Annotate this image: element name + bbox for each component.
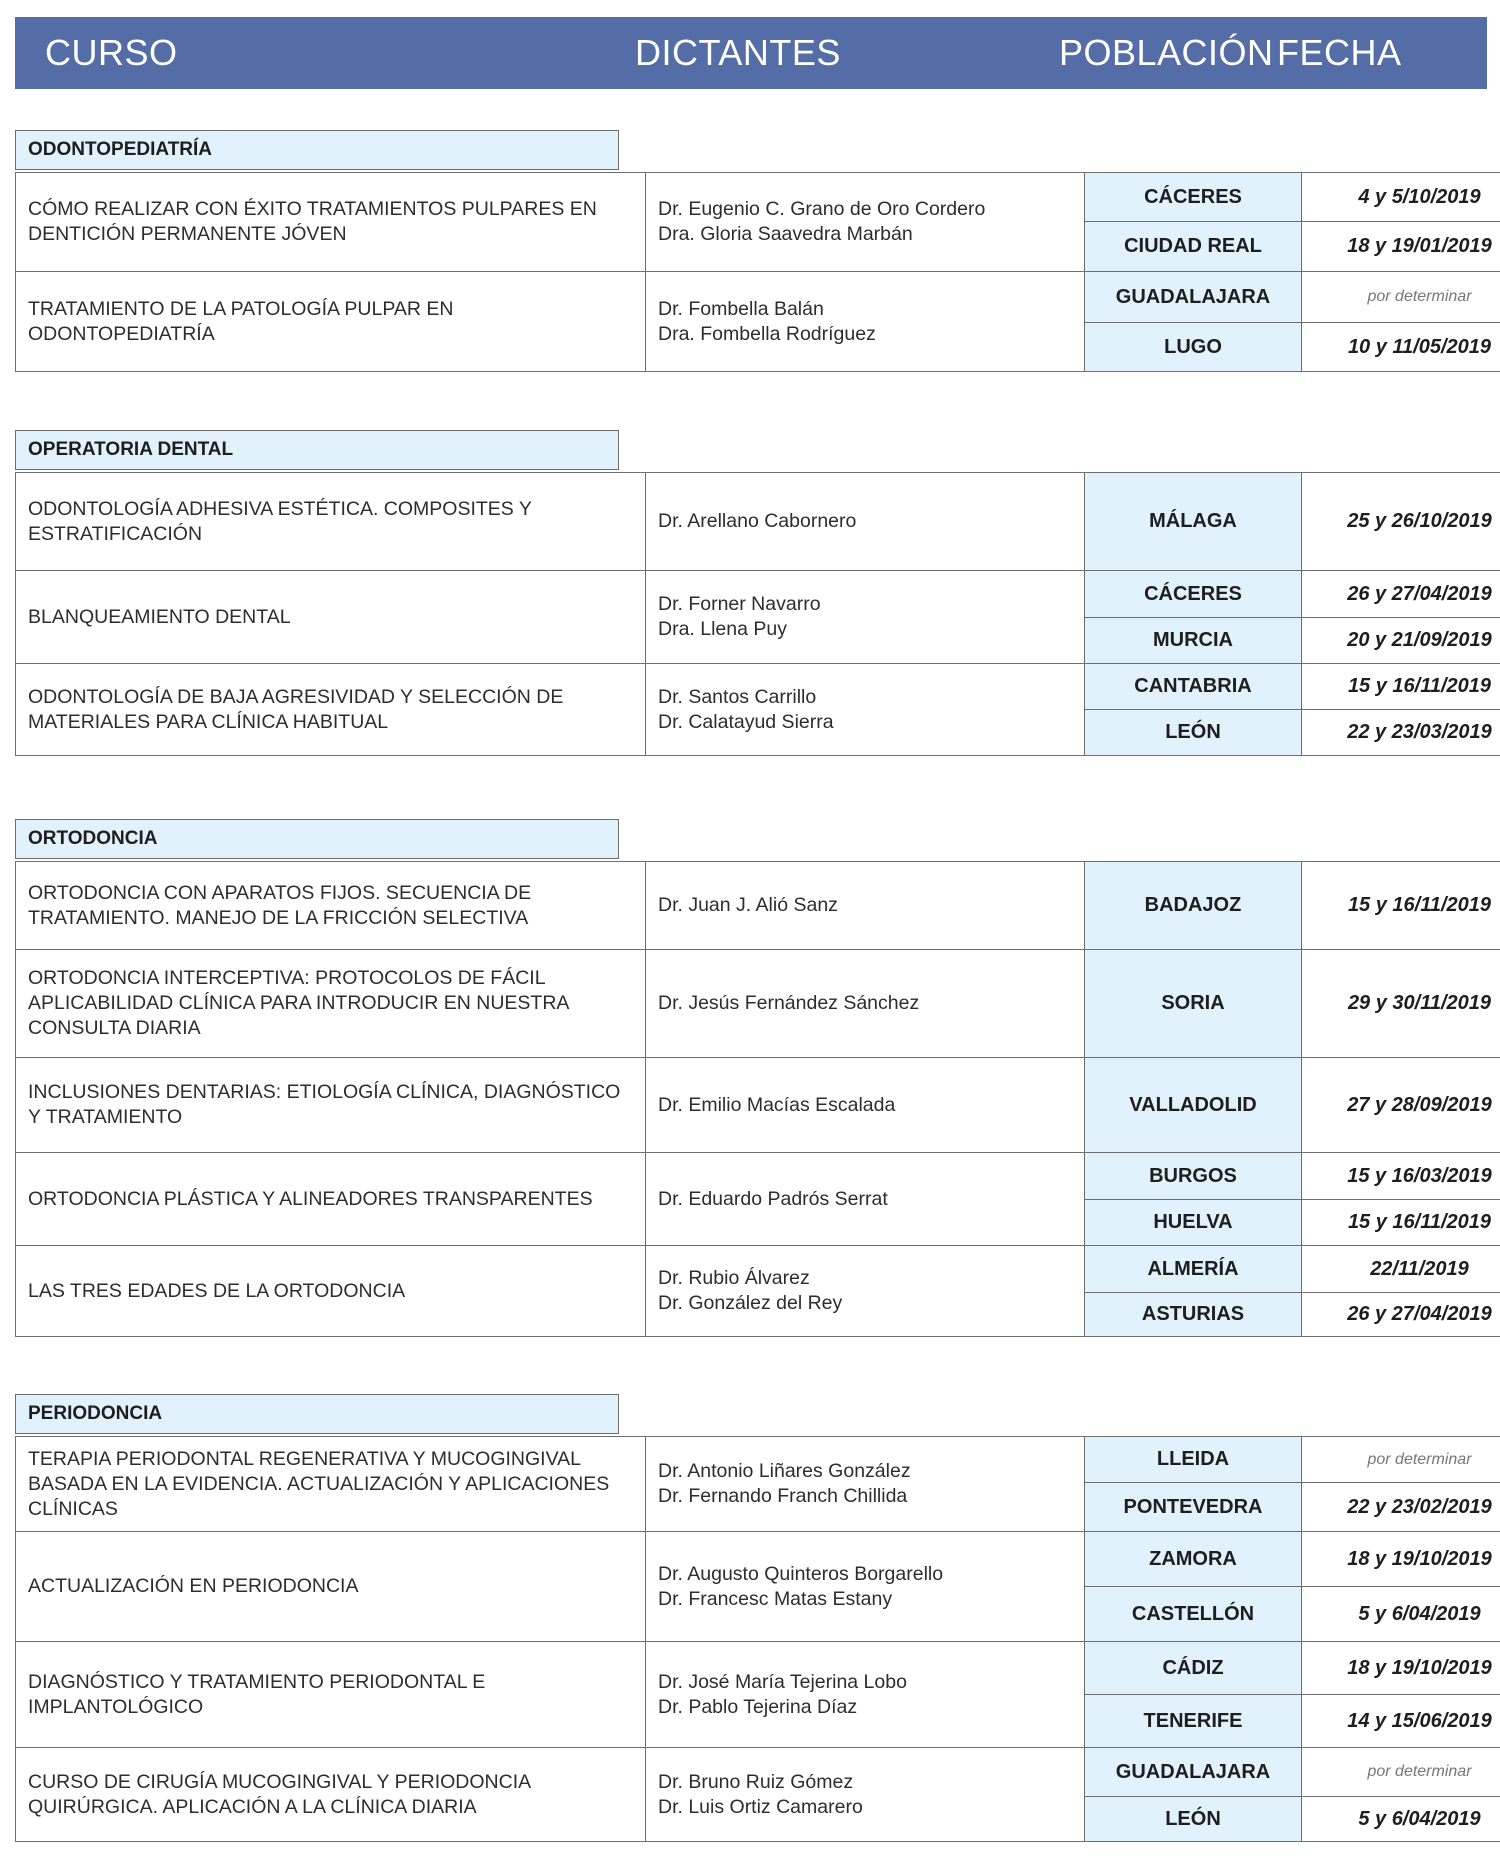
course-title-line: Y TRATAMIENTO <box>28 1106 183 1128</box>
date-cell: por determinar <box>1302 272 1500 323</box>
speaker-name: Dr. Francesc Matas Estany <box>658 1587 893 1610</box>
speakers-cell <box>646 1246 1085 1337</box>
course-title-line: LAS TRES EDADES DE LA ORTODONCIA <box>28 1279 406 1302</box>
speaker-name: Dr. Jesús Fernández Sánchez <box>658 992 920 1014</box>
speaker-name: Dr. Emilio Macías Escalada <box>658 1093 896 1116</box>
location-cell: ASTURIAS <box>1085 1293 1302 1337</box>
course-title-cell <box>16 1532 646 1642</box>
section-title: ORTODONCIA <box>15 819 619 859</box>
date-cell: 22 y 23/02/2019 <box>1302 1483 1500 1532</box>
speaker-name: Dra. Gloria Saavedra Marbán <box>658 223 913 245</box>
table-row <box>16 1058 1500 1153</box>
speaker-name: Dr. Fernando Franch Chillida <box>658 1485 908 1507</box>
date-cell: 26 y 27/04/2019 <box>1302 571 1500 618</box>
location-cell: VALLADOLID <box>1085 1058 1302 1153</box>
date-cell: 18 y 19/10/2019 <box>1302 1532 1500 1587</box>
speaker-name: Dr. Bruno Ruiz Gómez <box>658 1770 854 1793</box>
date-cell: 5 y 6/04/2019 <box>1302 1797 1500 1842</box>
location-cell: MÁLAGA <box>1085 473 1302 571</box>
location-cell: SORIA <box>1085 950 1302 1058</box>
table-row <box>16 1437 1500 1483</box>
speaker-name: Dr. González del Rey <box>658 1292 843 1314</box>
course-title-cell <box>16 1153 646 1246</box>
table-row <box>16 950 1500 1058</box>
location-cell: ALMERÍA <box>1085 1246 1302 1293</box>
speaker-name: Dra. Llena Puy <box>658 618 787 640</box>
speakers-cell <box>646 1058 1085 1153</box>
location-cell: BADAJOZ <box>1085 862 1302 950</box>
table-row <box>16 664 1500 710</box>
course-title-line: CURSO DE CIRUGÍA MUCOGINGIVAL Y PERIODONCIA <box>28 1770 532 1793</box>
location-cell: LEÓN <box>1085 710 1302 756</box>
course-title-line: TERAPIA PERIODONTAL REGENERATIVA Y MUCOGINGIVAL <box>28 1447 581 1470</box>
course-title-cell <box>16 473 646 571</box>
date-cell: 15 y 16/03/2019 <box>1302 1153 1500 1200</box>
course-title-line: DIAGNÓSTICO Y TRATAMIENTO PERIODONTAL E <box>28 1670 486 1693</box>
section-title: ODONTOPEDIATRÍA <box>15 130 619 170</box>
speaker-name: Dr. Antonio Liñares González <box>658 1460 911 1482</box>
course-title-line: TRATAMIENTO. MANEJO DE LA FRICCIÓN SELECTIVA <box>28 906 529 929</box>
speakers-cell <box>646 862 1085 950</box>
location-cell: CASTELLÓN <box>1085 1587 1302 1642</box>
section-table <box>15 861 1500 1337</box>
header-poblacion: POBLACIÓN <box>1059 32 1274 73</box>
table-row <box>16 272 1500 323</box>
speakers-cell <box>646 1437 1085 1532</box>
course-title-line: APLICABILIDAD CLÍNICA PARA INTRODUCIR EN NUESTRA <box>28 992 570 1014</box>
course-title-line: MATERIALES PARA CLÍNICA HABITUAL <box>28 710 389 733</box>
speakers-cell <box>646 1153 1085 1246</box>
location-cell: GUADALAJARA <box>1085 1748 1302 1797</box>
speaker-name: Dr. Eduardo Padrós Serrat <box>658 1187 888 1210</box>
location-cell: MURCIA <box>1085 618 1302 664</box>
date-cell: 26 y 27/04/2019 <box>1302 1293 1500 1337</box>
date-cell: 18 y 19/10/2019 <box>1302 1642 1500 1695</box>
header-dictantes: DICTANTES <box>635 32 841 73</box>
location-cell: CIUDAD REAL <box>1085 222 1302 272</box>
speaker-name: Dr. Fombella Balán <box>658 297 824 320</box>
date-cell: 5 y 6/04/2019 <box>1302 1587 1500 1642</box>
header-fecha: FECHA <box>1277 32 1402 73</box>
speakers-cell <box>646 950 1085 1058</box>
table-row <box>16 571 1500 618</box>
course-title-cell <box>16 571 646 664</box>
table-row <box>16 1532 1500 1587</box>
speakers-cell <box>646 473 1085 571</box>
speaker-name: Dr. Luis Ortiz Camarero <box>658 1795 863 1818</box>
location-cell: PONTEVEDRA <box>1085 1483 1302 1532</box>
speakers-cell <box>646 272 1085 372</box>
date-cell: 29 y 30/11/2019 <box>1302 950 1500 1058</box>
course-title-line: ODONTOLOGÍA ADHESIVA ESTÉTICA. COMPOSITES Y <box>28 497 532 520</box>
course-title-line: ODONTOLOGÍA DE BAJA AGRESIVIDAD Y SELECCIÓN DE <box>28 685 564 708</box>
table-row <box>16 473 1500 571</box>
course-title-line: CÓMO REALIZAR CON ÉXITO TRATAMIENTOS PULPARES EN <box>28 198 597 220</box>
header-curso: CURSO <box>45 32 178 73</box>
course-title-cell <box>16 272 646 372</box>
table-row <box>16 862 1500 950</box>
speaker-name: Dra. Fombella Rodríguez <box>658 322 876 345</box>
date-cell: por determinar <box>1302 1748 1500 1797</box>
course-title-cell <box>16 1058 646 1153</box>
course-title-cell <box>16 1437 646 1532</box>
speaker-name: Dr. Santos Carrillo <box>658 685 817 708</box>
speaker-name: Dr. Juan J. Alió Sanz <box>658 894 838 916</box>
course-title-cell <box>16 862 646 950</box>
course-title-line: ORTODONCIA INTERCEPTIVA: PROTOCOLOS DE FÁCIL <box>28 967 546 989</box>
speakers-cell <box>646 1748 1085 1842</box>
location-cell: HUELVA <box>1085 1200 1302 1246</box>
table-row <box>16 1246 1500 1293</box>
table-header-bar <box>15 17 1487 89</box>
course-title-line: CONSULTA DIARIA <box>28 1017 201 1039</box>
speaker-name: Dr. Eugenio C. Grano de Oro Cordero <box>658 198 986 220</box>
date-cell: 14 y 15/06/2019 <box>1302 1695 1500 1748</box>
speaker-name: Dr. Forner Navarro <box>658 593 821 615</box>
date-cell: 15 y 16/11/2019 <box>1302 862 1500 950</box>
date-cell: 22 y 23/03/2019 <box>1302 710 1500 756</box>
speaker-name: Dr. Rubio Álvarez <box>658 1267 810 1289</box>
date-cell: por determinar <box>1302 1437 1500 1483</box>
location-cell: ZAMORA <box>1085 1532 1302 1587</box>
table-row <box>16 1748 1500 1797</box>
date-cell: 25 y 26/10/2019 <box>1302 473 1500 571</box>
speaker-name: Dr. Calatayud Sierra <box>658 710 834 733</box>
date-cell: 27 y 28/09/2019 <box>1302 1058 1500 1153</box>
course-title-line: ORTODONCIA CON APARATOS FIJOS. SECUENCIA DE <box>28 881 532 904</box>
course-title-line: ORTODONCIA PLÁSTICA Y ALINEADORES TRANSPARENTES <box>28 1187 593 1210</box>
location-cell: TENERIFE <box>1085 1695 1302 1748</box>
course-title-line: QUIRÚRGICA. APLICACIÓN A LA CLÍNICA DIARIA <box>28 1795 477 1818</box>
table-row <box>16 1153 1500 1200</box>
section-title: OPERATORIA DENTAL <box>15 430 619 470</box>
course-title-line: CLÍNICAS <box>28 1497 118 1520</box>
location-cell: CÁCERES <box>1085 571 1302 618</box>
location-cell: GUADALAJARA <box>1085 272 1302 323</box>
location-cell: LEÓN <box>1085 1797 1302 1842</box>
course-title-line: TRATAMIENTO DE LA PATOLOGÍA PULPAR EN ODONTOPEDIATRÍA <box>28 297 454 345</box>
section-table <box>15 172 1500 372</box>
course-title-cell <box>16 1748 646 1842</box>
section-title: PERIODONCIA <box>15 1394 619 1434</box>
course-title-cell <box>16 1246 646 1337</box>
course-title-line: BASADA EN LA EVIDENCIA. ACTUALIZACIÓN Y APLICACIONES <box>28 1472 610 1495</box>
course-title-cell <box>16 173 646 272</box>
course-title-line: IMPLANTOLÓGICO <box>28 1695 204 1718</box>
speakers-cell <box>646 1532 1085 1642</box>
section-table <box>15 472 1500 756</box>
location-cell: CÁDIZ <box>1085 1642 1302 1695</box>
location-cell: CÁCERES <box>1085 173 1302 222</box>
course-title-cell <box>16 664 646 756</box>
speaker-name: Dr. José María Tejerina Lobo <box>658 1670 907 1693</box>
course-title-cell <box>16 950 646 1058</box>
date-cell: 4 y 5/10/2019 <box>1302 173 1500 222</box>
table-row <box>16 173 1500 222</box>
date-cell: 15 y 16/11/2019 <box>1302 1200 1500 1246</box>
speakers-cell <box>646 571 1085 664</box>
date-cell: 20 y 21/09/2019 <box>1302 618 1500 664</box>
course-title-line: ESTRATIFICACIÓN <box>28 522 203 545</box>
speaker-name: Dr. Pablo Tejerina Díaz <box>658 1695 858 1718</box>
course-title-line: ACTUALIZACIÓN EN PERIODONCIA <box>28 1575 359 1597</box>
course-title-line: INCLUSIONES DENTARIAS: ETIOLOGÍA CLÍNICA, DIAGNÓSTICO <box>28 1081 621 1103</box>
section-table <box>15 1436 1500 1842</box>
date-cell: 22/11/2019 <box>1302 1246 1500 1293</box>
course-title-line: DENTICIÓN PERMANENTE JÓVEN <box>28 223 347 245</box>
date-cell: 15 y 16/11/2019 <box>1302 664 1500 710</box>
table-row <box>16 1642 1500 1695</box>
speakers-cell <box>646 664 1085 756</box>
location-cell: LLEIDA <box>1085 1437 1302 1483</box>
date-cell: 10 y 11/05/2019 <box>1302 323 1500 372</box>
date-cell: 18 y 19/01/2019 <box>1302 222 1500 272</box>
location-cell: LUGO <box>1085 323 1302 372</box>
speakers-cell <box>646 1642 1085 1748</box>
location-cell: CANTABRIA <box>1085 664 1302 710</box>
speaker-name: Dr. Augusto Quinteros Borgarello <box>658 1562 944 1585</box>
speakers-cell <box>646 173 1085 272</box>
course-title-cell <box>16 1642 646 1748</box>
location-cell: BURGOS <box>1085 1153 1302 1200</box>
course-title-line: BLANQUEAMIENTO DENTAL <box>28 605 291 628</box>
speaker-name: Dr. Arellano Cabornero <box>658 510 857 532</box>
